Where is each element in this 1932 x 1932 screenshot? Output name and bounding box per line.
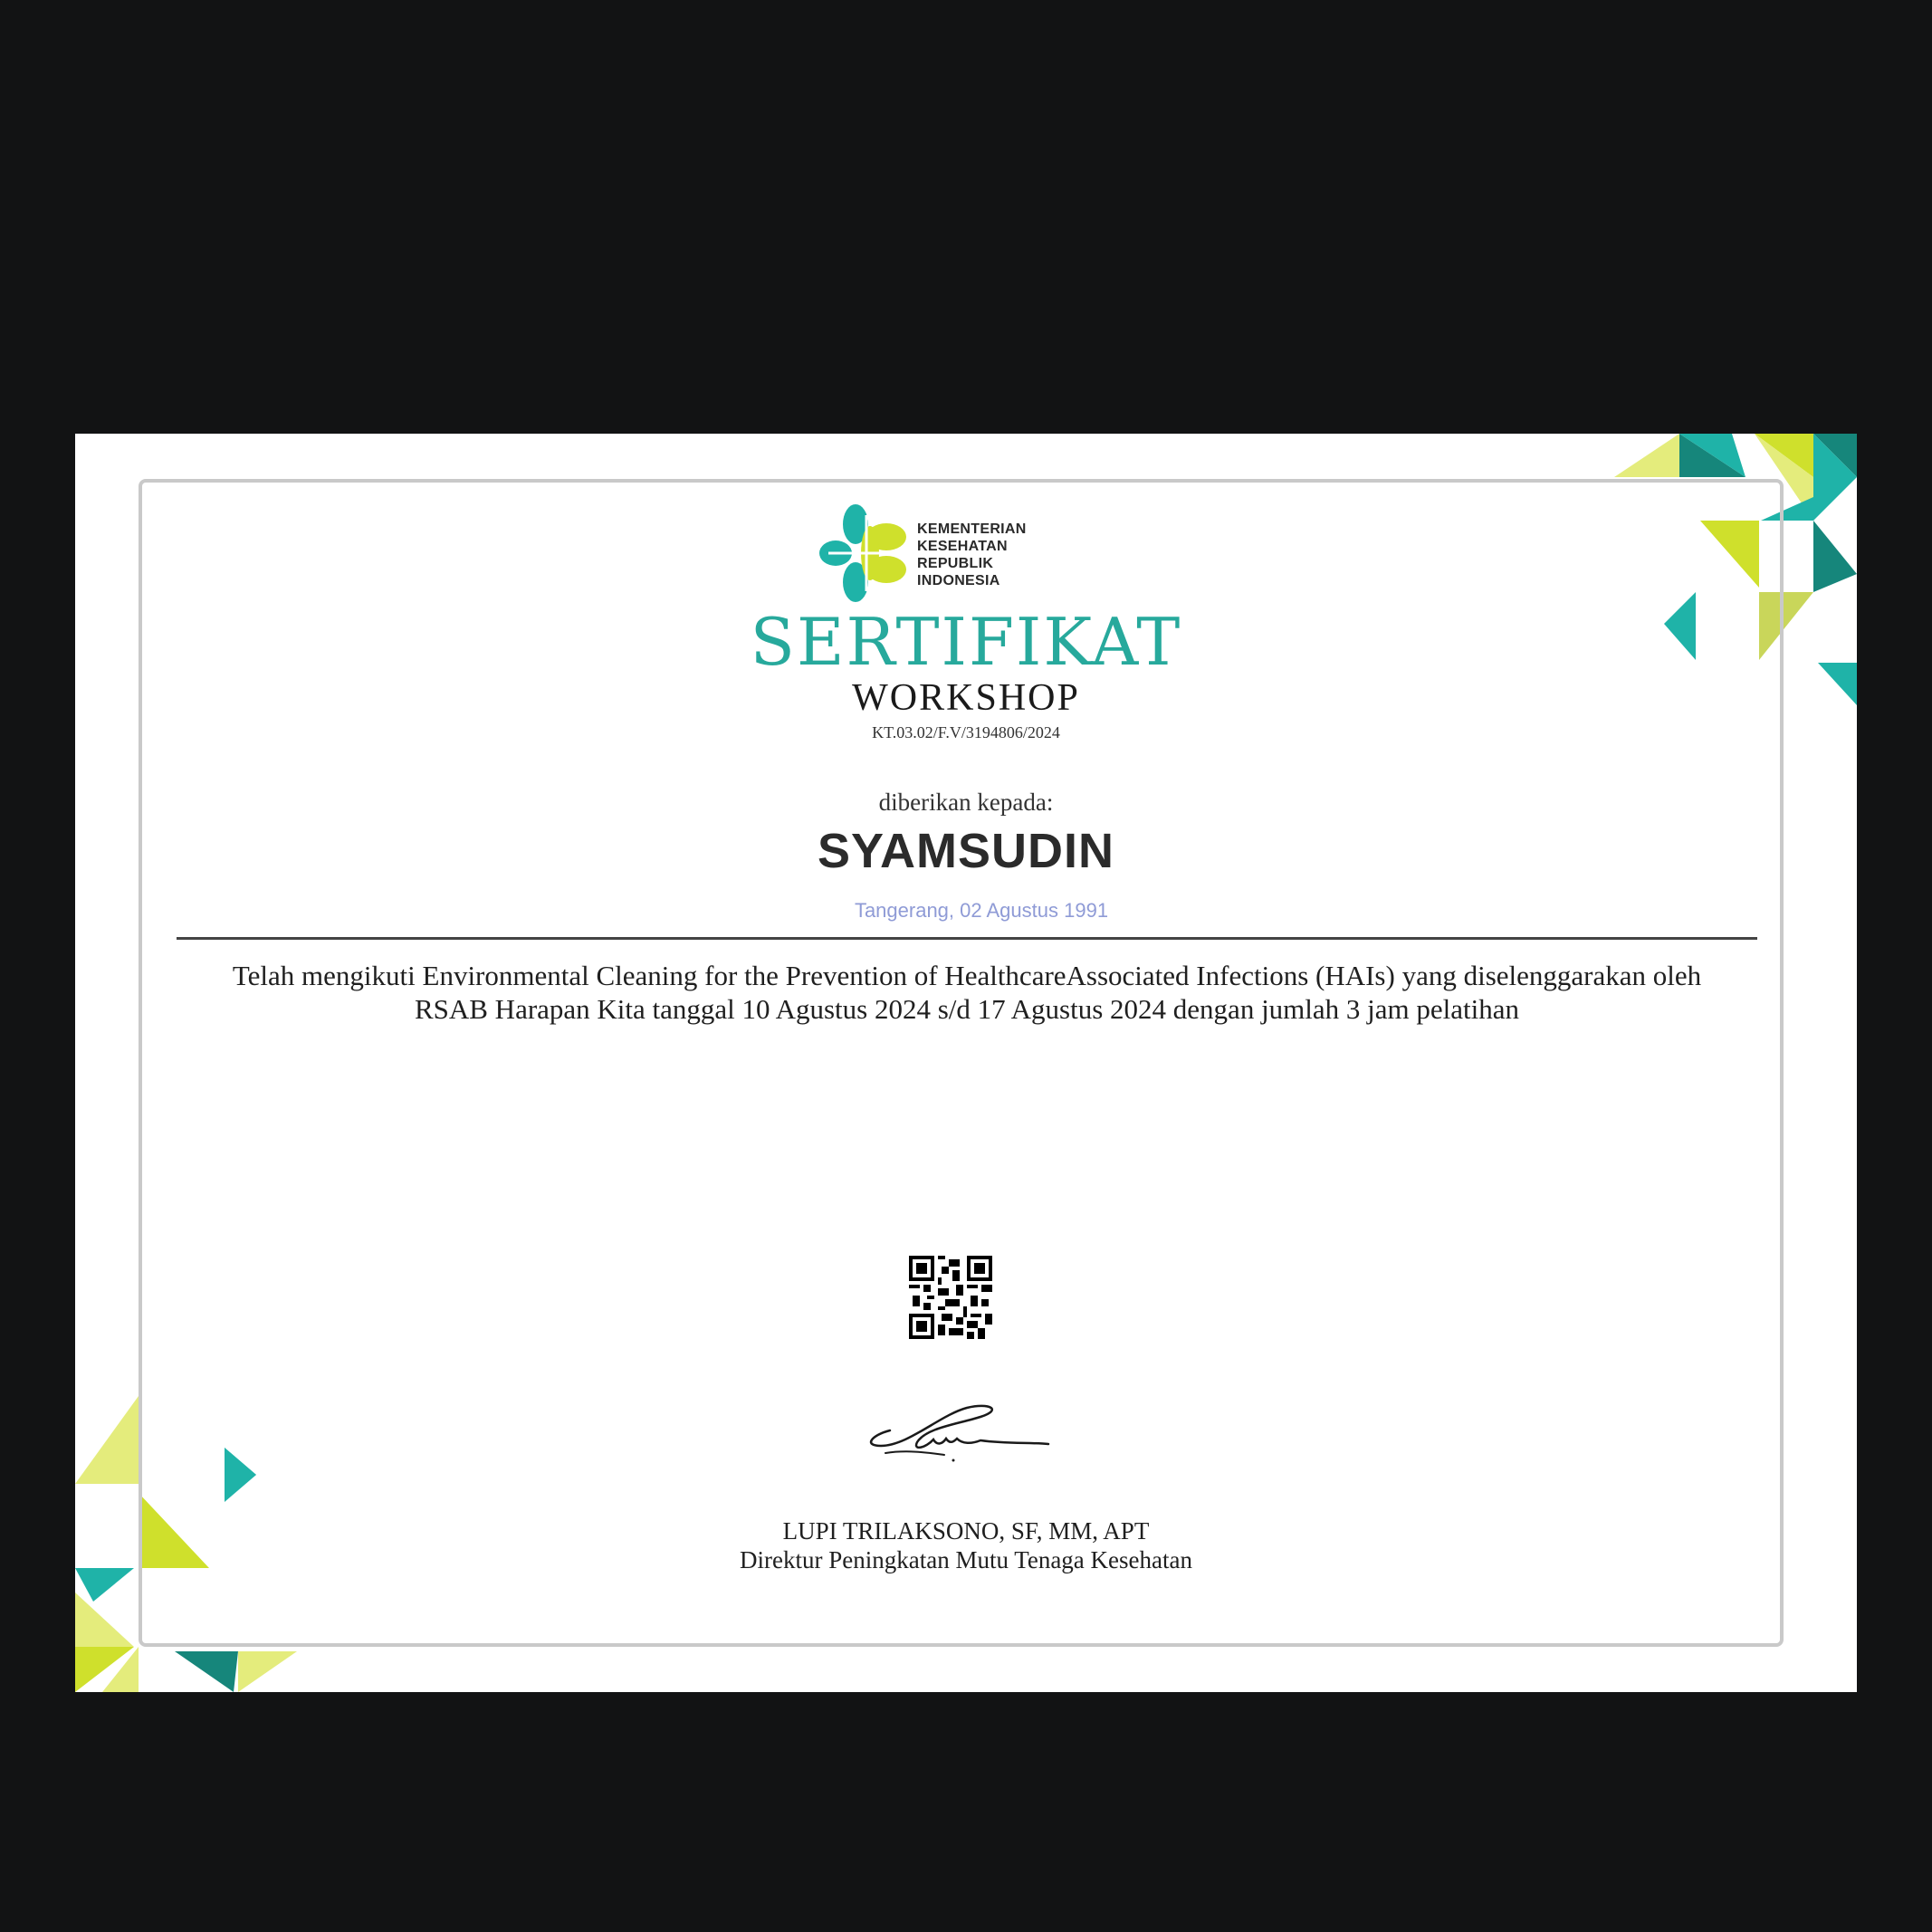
signature (854, 1390, 1053, 1471)
certificate-subtitle: WORKSHOP (852, 677, 1080, 719)
ministry-emblem-icon (819, 502, 910, 604)
ministry-name-line: KEMENTERIAN (917, 521, 1027, 537)
qr-code-icon (909, 1256, 992, 1339)
certificate-number: KT.03.02/F.V/3194806/2024 (872, 723, 1060, 741)
given-to-label: diberikan kepada: (878, 789, 1054, 816)
certificate-description: Telah mengikuti Environmental Cleaning for the Prevention of HealthcareAssociated Infections (HAIs) yang diselenggarakan oleh RSAB Harapan Kita tanggal 10 Agustus 2024 s/d 17 Agustus 2024 dengan jumlah 3 jam pelatihan (232, 960, 1702, 1025)
ministry-name-line: KESEHATAN (917, 539, 1008, 554)
certificate (75, 434, 1857, 1692)
ministry-name-line: INDONESIA (917, 573, 1000, 588)
signer-name: LUPI TRILAKSONO, SF, MM, APT (782, 1517, 1150, 1545)
divider (177, 937, 1757, 940)
ministry-logo (819, 502, 1055, 604)
birth-info: Tangerang, 02 Agustus 1991 (854, 899, 1109, 922)
signer-title: Direktur Peningkatan Mutu Tenaga Kesehatan (740, 1546, 1192, 1573)
ministry-name-line: REPUBLIK (917, 556, 994, 571)
recipient-name: SYAMSUDIN (817, 824, 1115, 878)
ministry-name (917, 521, 1027, 589)
certificate-title: SERTIFIKAT (750, 604, 1182, 680)
